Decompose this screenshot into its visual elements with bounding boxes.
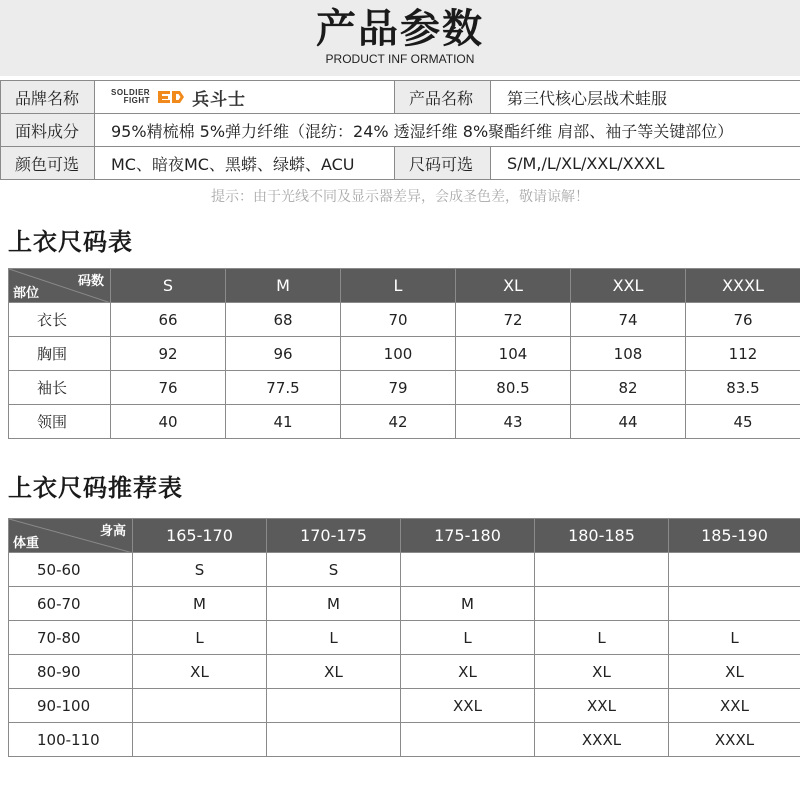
size-label: 尺码可选 [395,147,491,180]
row-label: 衣长 [9,303,111,337]
table-cell: 100 [341,337,456,371]
recommend-chart-table [8,518,800,757]
table-row [9,553,800,587]
height-col-header: 170-175 [267,519,401,553]
size-chart-table [8,268,800,439]
row-label: 领围 [9,405,111,439]
table-row [9,587,800,621]
size-col-header: L [341,269,456,303]
color-disclaimer-note: 提示：由于光线不同及显示器差异，会成圣色差，敬请谅解！ [211,189,589,205]
table-cell: 104 [456,337,571,371]
height-col-header: 165-170 [133,519,267,553]
height-col-header: 175-180 [401,519,535,553]
size-col-header: XXL [571,269,686,303]
table-row [9,337,800,371]
table-row [9,723,800,757]
size-col-header: XXXL [686,269,800,303]
table-cell: 76 [686,303,800,337]
table-cell: 80.5 [456,371,571,405]
table-row [9,371,800,405]
table-cell: XL [267,655,401,689]
table-cell: L [267,621,401,655]
fabric-value: 95%精梳棉 5%弹力纤维（混纺：24% 透湿纤维 8%聚酯纤维 肩部、袖子等关键部位） [95,114,800,147]
table-cell [669,587,800,621]
table-cell [133,723,267,757]
corner-top-label: 身高 [99,524,126,539]
table-cell [401,723,535,757]
page-header [0,0,800,76]
recommend-chart-corner [9,519,133,553]
table-cell [669,553,800,587]
table-cell [133,689,267,723]
table-cell: 83.5 [686,371,800,405]
row-label: 袖长 [9,371,111,405]
table-cell: 74 [571,303,686,337]
table-cell: M [133,587,267,621]
brand-logo-cn: 兵斗士 [192,89,247,110]
page-subtitle: PRODUCT INF ORMATION [325,52,475,66]
row-label: 100-110 [9,723,133,757]
table-cell: 112 [686,337,800,371]
params-row-brand [1,81,800,114]
table-cell: 43 [456,405,571,439]
table-cell: 66 [111,303,226,337]
row-label: 70-80 [9,621,133,655]
height-col-header: 185-190 [669,519,800,553]
brand-logo [95,81,395,114]
table-cell: S [267,553,401,587]
table-row [9,655,800,689]
table-cell: XL [669,655,800,689]
size-chart-corner [9,269,111,303]
corner-bottom-label: 体重 [13,536,40,551]
table-cell: S [133,553,267,587]
table-cell: M [401,587,535,621]
table-cell: 41 [226,405,341,439]
row-label: 胸围 [9,337,111,371]
brand-logo-en: SOLDIER FIGHT [111,88,151,105]
size-value: S/M,/L/XL/XXL/XXXL [491,147,800,180]
table-row [9,621,800,655]
product-label: 产品名称 [395,81,491,114]
product-value: 第三代核心层战术蛙服 [491,81,800,114]
table-row [9,405,800,439]
corner-bottom-label: 部位 [13,286,40,301]
table-cell: L [535,621,669,655]
table-cell: 76 [111,371,226,405]
table-cell: XL [401,655,535,689]
table-cell: 70 [341,303,456,337]
params-row-color-size [1,147,800,180]
table-cell: L [669,621,800,655]
table-row [9,303,800,337]
table-cell: 45 [686,405,800,439]
table-cell: 42 [341,405,456,439]
table-row [9,689,800,723]
table-cell: L [133,621,267,655]
table-cell: 108 [571,337,686,371]
fabric-label: 面料成分 [1,114,95,147]
product-params-table [0,80,800,180]
size-col-header: XL [456,269,571,303]
page-title: 产品参数 [316,6,484,52]
size-chart-title: 上衣尺码表 [8,228,133,256]
row-label: 60-70 [9,587,133,621]
table-cell [267,723,401,757]
table-cell: XXXL [669,723,800,757]
size-col-header: M [226,269,341,303]
row-label: 80-90 [9,655,133,689]
table-cell: 79 [341,371,456,405]
corner-top-label: 码数 [77,274,104,289]
size-chart-header-row [9,269,800,303]
size-col-header: S [111,269,226,303]
table-cell: XXL [401,689,535,723]
recommend-chart-header-row [9,519,800,553]
table-cell: XXL [535,689,669,723]
table-cell: M [267,587,401,621]
table-cell [401,553,535,587]
height-col-header: 180-185 [535,519,669,553]
table-cell: XXXL [535,723,669,757]
table-cell [535,553,669,587]
row-label: 50-60 [9,553,133,587]
table-cell: XL [133,655,267,689]
params-row-fabric [1,114,800,147]
table-cell [267,689,401,723]
table-cell: 44 [571,405,686,439]
table-cell [535,587,669,621]
table-cell: 82 [571,371,686,405]
table-cell: 77.5 [226,371,341,405]
recommend-chart-title: 上衣尺码推荐表 [8,474,183,502]
table-cell: XXL [669,689,800,723]
table-cell: 96 [226,337,341,371]
table-cell: 72 [456,303,571,337]
table-cell: 92 [111,337,226,371]
row-label: 90-100 [9,689,133,723]
color-label: 颜色可选 [1,147,95,180]
table-cell: XL [535,655,669,689]
brand-mark-icon [156,89,186,105]
brand-label: 品牌名称 [1,81,95,114]
table-cell: 68 [226,303,341,337]
color-value: MC、暗夜MC、黑蟒、绿蟒、ACU [95,147,395,180]
table-cell: 40 [111,405,226,439]
table-cell: L [401,621,535,655]
